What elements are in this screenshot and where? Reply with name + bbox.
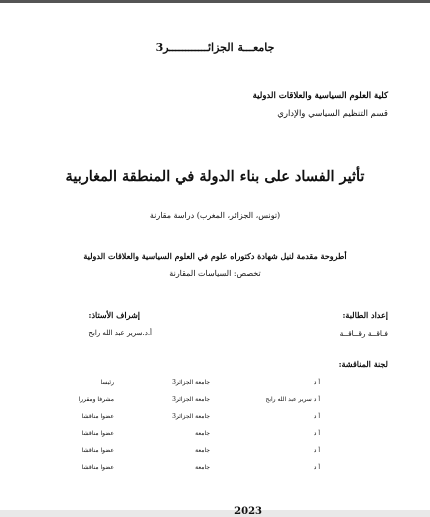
- university-name: جامعـــة الجزائــــــــــــر3: [155, 41, 275, 54]
- committee-member: أ د: [313, 430, 320, 437]
- committee-university: جامعة: [195, 430, 210, 437]
- committee-university: جامعة: [195, 447, 210, 454]
- supervisor-label: إشراف الأستاذ:: [88, 310, 140, 320]
- committee-member: أ د: [313, 447, 320, 454]
- committee-university: جامعة الجزائر3: [172, 396, 210, 403]
- committee-role: رئيسا: [100, 379, 114, 386]
- prepared-by-label: إعداد الطالبة:: [342, 310, 388, 320]
- thesis-subtitle: (تونس، الجزائر، المغرب) دراسة مقارنة: [149, 211, 281, 220]
- committee-role: مشرفا ومقررا: [78, 396, 114, 403]
- committee-role: عضوا مناقشا: [81, 413, 114, 420]
- faculty-name: كلية العلوم السياسية والعلاقات الدولية: [252, 91, 388, 101]
- committee-member: أ د: [313, 464, 320, 471]
- committee-role: عضوا مناقشا: [81, 447, 114, 454]
- specialty-line: تخصص: السياسات المقارنة: [169, 269, 261, 278]
- supervisor-name: أ.د.سرير عبد الله رابح: [88, 329, 152, 337]
- committee-university: جامعة الجزائر3: [172, 413, 210, 420]
- department-name: قسم التنظيم السياسي والإداري: [277, 109, 388, 119]
- defense-year: 2023: [234, 506, 262, 517]
- committee-member: أ د: [313, 413, 320, 420]
- committee-university: جامعة: [195, 464, 210, 471]
- committee-member: أ د سرير عبد الله رابح: [265, 396, 320, 403]
- degree-statement: أطروحة مقدمة لنيل شهادة دكتوراه علوم في العلوم السياسية والعلاقات الدولية: [83, 251, 347, 261]
- student-name: فـاقــة رقــاقــة: [339, 329, 388, 338]
- thesis-title: تأثير الفساد على بناء الدولة في المنطقة المغاربية: [65, 168, 365, 185]
- committee-member: أ د: [313, 379, 320, 386]
- committee-label: لجنة المناقشة:: [338, 359, 388, 369]
- committee-role: عضوا مناقشا: [81, 464, 114, 471]
- committee-role: عضوا مناقشا: [81, 430, 114, 437]
- committee-university: جامعة الجزائر3: [172, 379, 210, 386]
